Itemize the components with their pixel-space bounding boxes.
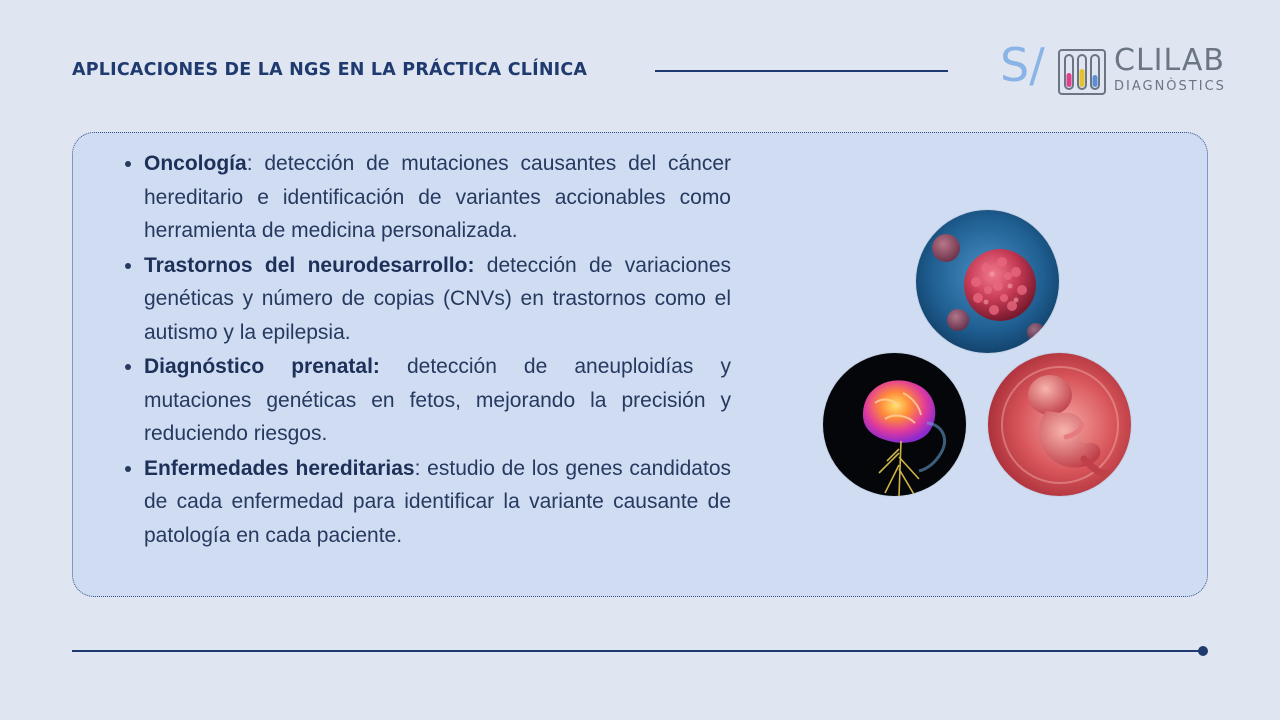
clilab-logo xyxy=(1000,38,1232,98)
test-tubes-icon xyxy=(1058,49,1106,95)
item-term: Diagnóstico prenatal: xyxy=(144,355,380,378)
list-item xyxy=(144,350,731,451)
cancer-cell-image xyxy=(916,210,1059,353)
item-term: Oncología xyxy=(144,152,247,175)
applications-list xyxy=(144,147,731,553)
item-term: Enfermedades hereditarias xyxy=(144,456,415,480)
brain-nervous-system-icon xyxy=(823,353,966,496)
page-title: APLICACIONES DE LA NGS EN LA PRÁCTICA CLÍNICA xyxy=(72,60,588,80)
list-item xyxy=(144,452,731,553)
item-description: detección de variaciones genéticas y número de copias (CNVs) en trastornos como el autismo y la epilepsia. xyxy=(144,253,731,344)
bottom-divider-dot xyxy=(1198,646,1208,656)
item-description: : detección de mutaciones causantes del cáncer hereditario e identificación de variantes accionables como herramienta de medicina personalizada. xyxy=(144,152,731,242)
cancer-cell-icon xyxy=(916,210,1059,353)
item-description: detección de aneuploidías y mutaciones genéticas en fetos, mejorando la precisión y reduciendo riesgos. xyxy=(144,355,731,445)
bottom-divider xyxy=(72,650,1204,652)
item-description: : estudio de los genes candidatos de cada enfermedad para identificar la variante causante de patología en cada paciente. xyxy=(144,456,731,547)
title-divider xyxy=(655,70,948,72)
fetus-image xyxy=(988,353,1131,496)
logo-mark: S/ xyxy=(1000,38,1045,92)
logo-brand: CLILAB xyxy=(1114,43,1226,78)
list-item xyxy=(144,147,731,248)
item-term: Trastornos del neurodesarrollo: xyxy=(144,253,475,277)
list-item xyxy=(144,249,731,350)
logo-subtitle: DIAGNÒSTICS xyxy=(1114,79,1226,94)
fetus-icon xyxy=(988,353,1131,496)
brain-image xyxy=(823,353,966,496)
